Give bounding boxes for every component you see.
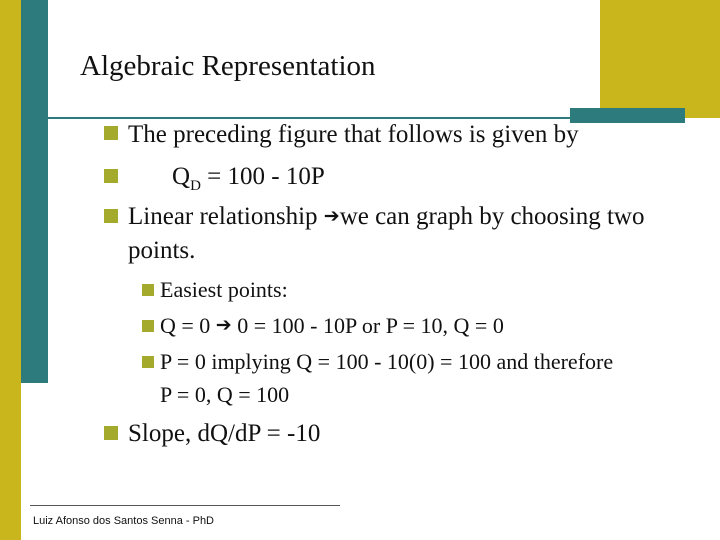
equation-subscript: D	[190, 178, 201, 194]
title-underline	[30, 117, 684, 119]
page-title: Algebraic Representation	[80, 50, 376, 82]
bullet-text-pre: Linear relationship	[128, 203, 324, 230]
sub-bullet-text: Easiest points:	[160, 277, 288, 302]
equation-q: Q	[172, 163, 191, 190]
equation-line	[172, 162, 325, 195]
sub-bullet-text-pre: Q = 0	[160, 313, 216, 338]
equation-rest: = 100 - 10P	[200, 163, 325, 190]
bullet-text: Slope, dQ/dP = -10	[128, 420, 321, 447]
bullet-text-post: we can graph by choosing two	[339, 203, 645, 230]
corner-block-teal	[570, 108, 685, 123]
bullet-icon	[104, 209, 118, 223]
bullet-text-continuation: points.	[128, 237, 196, 264]
sub-bullet-text	[160, 313, 504, 340]
sub-bullet-icon	[142, 284, 154, 296]
sub-bullet-icon	[142, 356, 154, 368]
bullet-icon	[104, 126, 118, 140]
sub-bullet-icon	[142, 320, 154, 332]
right-arrow-icon: ➔	[323, 205, 340, 227]
bullet-text: The preceding figure that follows is given by	[128, 121, 579, 148]
bullet-icon	[104, 426, 118, 440]
bullet-text	[128, 202, 644, 233]
corner-block-olive	[600, 0, 720, 118]
sub-bullet-text-continuation: P = 0, Q = 100	[160, 382, 290, 407]
sub-bullet-text-post: 0 = 100 - 10P or P = 10, Q = 0	[231, 313, 504, 338]
footer-divider	[30, 505, 340, 506]
side-bar-teal	[21, 0, 48, 383]
right-arrow-icon: ➔	[215, 314, 232, 336]
bullet-icon	[104, 169, 118, 183]
side-bar-olive	[0, 0, 21, 540]
footer-author: Luiz Afonso dos Santos Senna - PhD	[33, 515, 215, 527]
sub-bullet-text: P = 0 implying Q = 100 - 10(0) = 100 and therefore	[160, 349, 614, 374]
